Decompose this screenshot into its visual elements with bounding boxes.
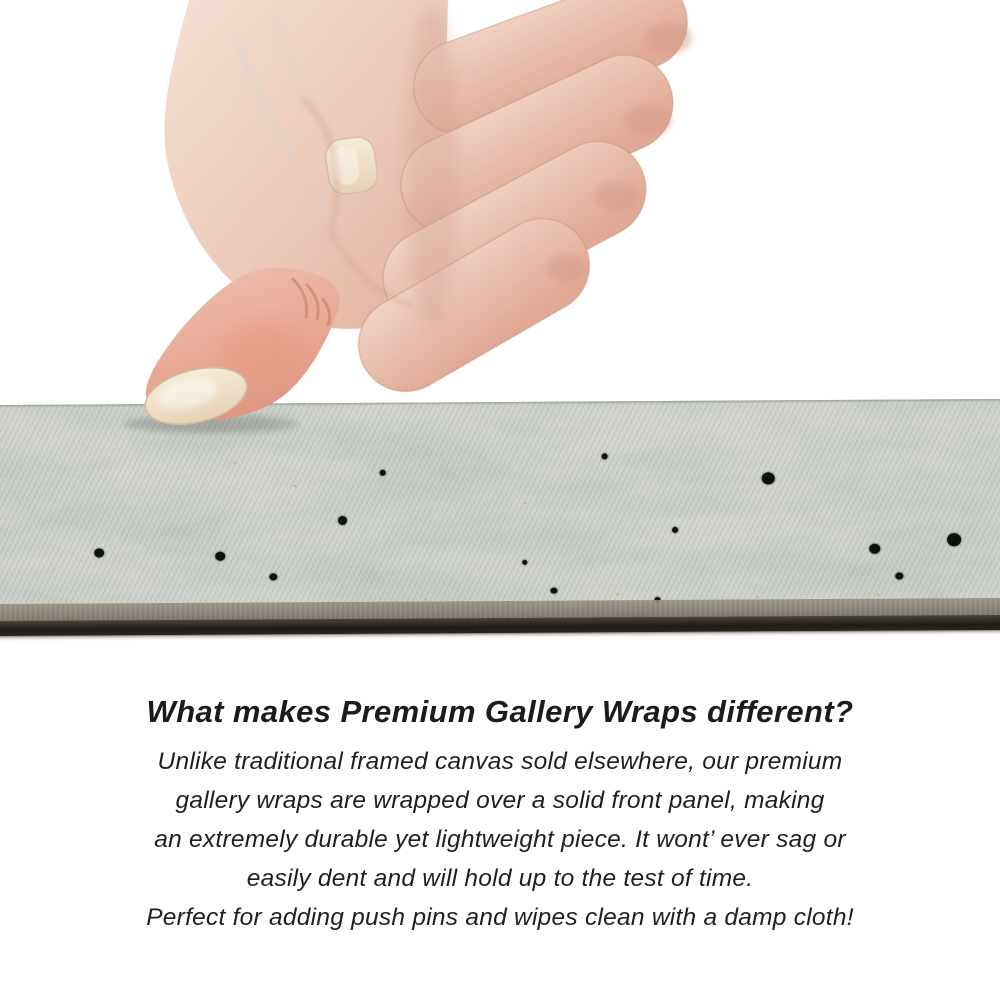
caption-line-4: easily dent and will hold up to the test of time.: [246, 865, 754, 892]
canvas-speck: [756, 596, 759, 598]
canvas-hole: [380, 470, 386, 476]
caption-block: [0, 694, 1000, 937]
palm-shade: [406, 6, 458, 330]
canvas-hole: [550, 588, 557, 594]
canvas-speck: [234, 462, 237, 464]
caption-line-2: gallery wraps are wrapped over a solid front panel, making: [175, 787, 825, 814]
canvas-hole: [895, 573, 903, 580]
canvas-speck: [616, 593, 619, 595]
canvas-speck: [424, 598, 427, 600]
canvas-speck: [876, 594, 879, 596]
canvas-hole: [762, 472, 775, 484]
canvas-hole: [338, 516, 347, 525]
canvas-hole: [947, 533, 961, 546]
hand-photo: [0, 0, 1000, 440]
canvas-hole: [215, 552, 225, 561]
canvas-speck: [294, 485, 297, 487]
caption-line-1: Unlike traditional framed canvas sold elsewhere, our premium: [157, 748, 843, 775]
caption-heading: What makes Premium Gallery Wraps different?: [146, 694, 854, 729]
canvas-hole: [672, 527, 678, 533]
caption-line-5: Perfect for adding push pins and wipes clean with a damp cloth!: [146, 904, 854, 931]
canvas-hole: [602, 453, 608, 459]
canvas-hole: [522, 560, 527, 565]
canvas-hole: [869, 544, 880, 554]
canvas-hole: [269, 573, 277, 580]
canvas-speck: [524, 502, 527, 504]
caption-line-3: an extremely durable yet lightweight piece. It wont’ ever sag or: [154, 826, 846, 853]
canvas-hole: [94, 548, 104, 557]
